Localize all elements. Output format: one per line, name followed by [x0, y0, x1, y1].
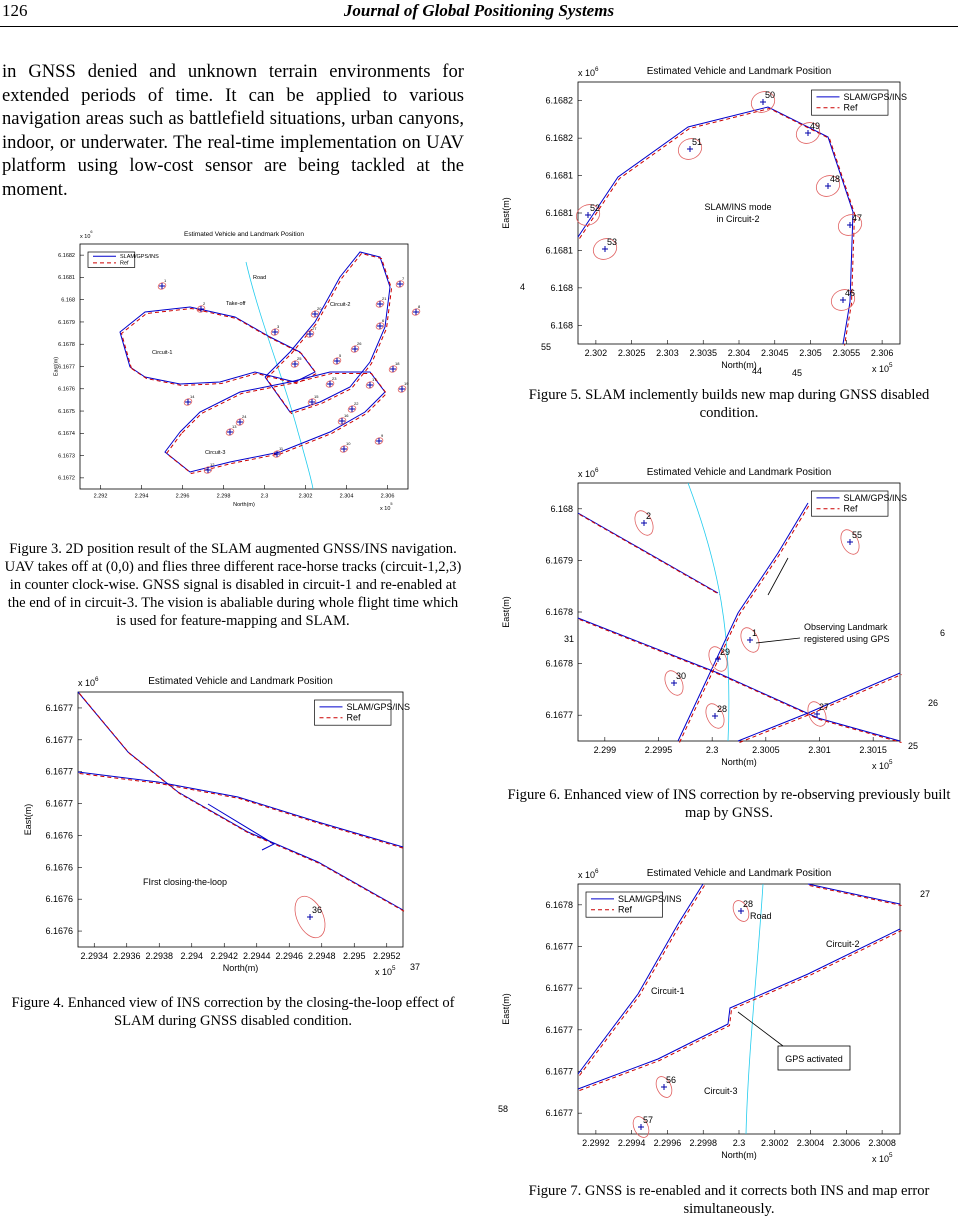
page-number: 126: [2, 1, 28, 20]
figure-5: [498, 60, 938, 380]
x-tick-label: 2.3015: [859, 745, 887, 755]
landmark-label: 5: [339, 353, 342, 358]
landmark-label: 13: [232, 424, 237, 429]
landmark-36: [289, 892, 331, 943]
y-tick-label: 6.1672: [58, 475, 75, 482]
circuit-1-track-slam: [120, 307, 315, 384]
y-tick-label: 6.1676: [58, 386, 75, 393]
landmark-label: 30: [676, 671, 687, 681]
legend-entry: SLAM/GPS/INS: [618, 893, 682, 904]
landmark-label: 23: [332, 376, 337, 381]
legend-entry: Ref: [120, 260, 129, 267]
circuit-3-track-ref: [167, 374, 387, 474]
track-upper-ref: [580, 515, 720, 595]
landmark-56: [653, 1074, 676, 1100]
annotation-circuit-2: Circuit-2: [330, 302, 351, 308]
landmark-26: [350, 341, 362, 353]
figure-4: [20, 670, 440, 980]
stray-label: 37: [410, 962, 421, 972]
legend-entry: Ref: [346, 712, 361, 723]
y-tick-label: 6.1677: [545, 1066, 573, 1077]
x-tick-label: 2.3005: [752, 745, 780, 755]
stray-label: 45: [792, 368, 803, 378]
x-tick-label: 2.302: [298, 493, 313, 500]
landmark-1: [157, 278, 167, 290]
landmark-label: 11: [279, 446, 284, 451]
x-multiplier: x $10^5$: [872, 1152, 893, 1164]
landmark-label: 7: [402, 276, 405, 281]
stray-label: 4: [520, 282, 526, 292]
y-tick-label: 6.1681: [58, 275, 75, 282]
x-tick-label: 2.296: [175, 493, 190, 500]
x-tick-label: 2.3002: [761, 1138, 789, 1148]
figure-5-chart: [498, 60, 938, 380]
y-tick-label: 6.1679: [545, 555, 573, 566]
x-tick-label: 2.3: [705, 745, 719, 755]
y-multiplier: x $10^6$: [578, 467, 599, 479]
annotation-circuit-3: Circuit-3: [205, 450, 226, 456]
x-axis-label: North(m): [721, 757, 757, 767]
landmark-label: 50: [765, 90, 776, 100]
x-multiplier-exp: 5: [889, 362, 893, 369]
landmark-50: [748, 88, 778, 116]
arc-track-ref: [580, 109, 855, 346]
figure-4-caption: Figure 4. Enhanced view of INS correction by the closing-the-loop effect of SLAM during GNSS disabled condition.: [11, 995, 455, 1029]
x-tick-label: 2.299: [593, 745, 617, 755]
landmark-30: [661, 668, 686, 698]
landmark-label: 1: [752, 628, 758, 638]
x-tick-label: 2.2938: [145, 951, 174, 961]
x-tick-label: 2.2946: [275, 951, 304, 961]
landmark-label: 1: [164, 278, 167, 283]
y-tick-label: 6.1674: [58, 431, 75, 438]
landmark-label: 57: [643, 1115, 654, 1125]
landmark-label: 27: [312, 326, 317, 331]
landmark-label: 29: [720, 647, 731, 657]
x-tick-label: 2.2948: [307, 951, 336, 961]
y-axis-label: East(m): [53, 356, 60, 377]
x-tick-label: 2.3008: [868, 1138, 896, 1148]
track-diag-ref: [680, 505, 810, 743]
figure-4-chart: [20, 670, 440, 980]
annotation-circuit-3: Circuit-3: [704, 1086, 738, 1096]
x-multiplier-exp: 5: [889, 1152, 893, 1159]
annotation-circuit-1: Circuit-1: [152, 350, 173, 356]
stray-label: 55: [541, 342, 552, 352]
y-tick-label: 6.1678: [545, 658, 573, 669]
x-multiplier: x $10^5$: [872, 759, 893, 771]
landmark-57: [630, 1114, 653, 1140]
landmark-label: 2: [646, 511, 652, 521]
legend-entry: SLAM/GPS/INS: [843, 91, 908, 102]
landmark-19: [397, 381, 409, 393]
y-tick-label: 6.1676: [45, 830, 73, 841]
annotation-observing-1: Observing Landmark: [804, 622, 888, 632]
y-tick-label: 6.1676: [45, 894, 73, 905]
landmark-13: [225, 424, 237, 436]
x-multiplier-exp: 5: [390, 502, 393, 506]
figure-3-chart: [50, 230, 421, 514]
landmark-7: [395, 276, 405, 288]
landmark-2: [631, 508, 656, 538]
stray-label: 58: [498, 1104, 509, 1114]
stray-label: 27: [920, 889, 931, 899]
observing-arrow: [756, 638, 800, 643]
landmark-28: [702, 701, 727, 731]
landmark-label: 27: [819, 702, 830, 712]
y-multiplier-exp: 6: [595, 868, 599, 875]
figure-3-caption: Figure 3. 2D position result of the SLAM augmented GNSS/INS navigation. UAV takes off at (0,0) and flies three different race-horse tracks (circuit-1,2,3) in counter clock-wise. GNSS signal is disabled in circuit-1 and re-enabled at the end of in circuit-3. The vision is abaliable during whole flight time which is used for feature-mapping and SLAM.: [4, 541, 462, 629]
legend-entry: SLAM/GPS/INS: [120, 254, 159, 261]
y-multiplier-exp: 6: [595, 66, 599, 73]
x-tick-label: 2.304: [727, 348, 751, 358]
y-multiplier: x $10^6$: [578, 66, 599, 78]
y-tick-label: 6.1676: [45, 926, 73, 937]
landmark-label: 48: [830, 174, 841, 184]
landmark-label: 47: [852, 213, 863, 223]
landmark-label: 52: [590, 203, 601, 213]
annotation-takeoff: Take-off: [226, 301, 246, 307]
landmark-27: [305, 326, 317, 338]
landmark-14: [183, 394, 195, 406]
x-axis-label: North(m): [233, 502, 255, 508]
y-tick-label: 6.168: [550, 282, 573, 293]
y-tick-label: 6.1673: [58, 453, 75, 460]
y-tick-label: 6.1677: [58, 364, 75, 371]
y-tick-label: 6.168: [550, 503, 573, 514]
figure-7-caption: Figure 7. GNSS is re-enabled and it corrects both INS and map error simultaneously.: [528, 1183, 930, 1217]
plot-frame: [78, 692, 403, 947]
landmark-17: [365, 377, 377, 389]
x-multiplier: x $10^5$: [375, 965, 396, 977]
landmark-10: [339, 441, 351, 453]
chart-title: Estimated Vehicle and Landmark Position: [646, 868, 832, 879]
x-tick-label: 2.3: [260, 493, 269, 500]
landmark-label: 14: [190, 394, 195, 399]
landmark-label: 16: [344, 413, 349, 418]
track-a-ref: [80, 694, 405, 912]
x-tick-label: 2.2998: [689, 1138, 717, 1148]
stray-label: 6: [940, 628, 946, 638]
x-tick-label: 2.298: [216, 493, 231, 500]
landmark-3: [270, 324, 280, 336]
x-tick-label: 2.2996: [653, 1138, 682, 1148]
y-axis-label: East(m): [501, 197, 511, 229]
x-axis-label: North(m): [721, 1150, 757, 1160]
chart-title: Estimated Vehicle and Landmark Position: [646, 66, 832, 77]
x-multiplier-exp: 5: [392, 965, 396, 972]
x-tick-label: 2.301: [808, 745, 831, 755]
x-tick-label: 2.302: [584, 348, 608, 358]
landmark-label: 36: [312, 905, 323, 915]
landmark-label: 18: [395, 361, 400, 366]
x-tick-label: 2.306: [380, 493, 395, 500]
circuit-2-track-slam: [808, 884, 900, 904]
x-multiplier-exp: 5: [889, 759, 893, 766]
landmark-label: 12: [210, 462, 215, 467]
y-axis-label: East(m): [23, 803, 33, 836]
x-tick-label: 2.3035: [689, 348, 717, 358]
stray-label: 44: [752, 366, 763, 376]
x-tick-label: 2.3004: [796, 1138, 825, 1148]
x-tick-label: 2.2942: [210, 951, 239, 961]
landmark-47: [835, 211, 865, 239]
y-tick-label: 6.1678: [545, 899, 573, 910]
x-tick-label: 2.295: [342, 951, 366, 961]
annotation-gps: GPS activated: [785, 1054, 843, 1064]
figure-6-caption: Figure 6. Enhanced view of INS correction by re-observing previously built map by GNSS.: [507, 787, 951, 821]
landmark-label: 15: [314, 394, 319, 399]
landmark-label: 21: [382, 296, 387, 301]
landmark-21: [375, 296, 387, 308]
y-tick-label: 6.1681: [545, 208, 573, 218]
annotation-mode-2: in Circuit-2: [716, 214, 760, 224]
y-tick-label: 6.1682: [545, 95, 573, 106]
x-tick-label: 2.3006: [832, 1138, 861, 1148]
annotation-observing-2: registered using GPS: [804, 634, 890, 644]
x-tick-label: 2.294: [134, 493, 149, 500]
landmark-label: 28: [717, 704, 728, 714]
y-multiplier: x $10^6$: [80, 230, 93, 240]
track-upper-slam: [578, 513, 718, 593]
y-multiplier-exp: 6: [90, 230, 93, 234]
landmark-label: 19: [404, 381, 409, 386]
landmark-53: [590, 235, 620, 263]
stray-label: 31: [564, 634, 575, 644]
y-tick-label: 6.1677: [545, 1024, 573, 1035]
x-tick-label: 2.2995: [644, 745, 673, 755]
landmark-label: 20: [317, 306, 322, 311]
y-tick-label: 6.1677: [45, 702, 73, 713]
track-b-ref: [80, 774, 405, 849]
landmark-label: 55: [852, 530, 863, 540]
plot-frame: [80, 244, 408, 489]
landmark-22: [347, 401, 359, 413]
y-tick-label: 6.1682: [58, 252, 75, 259]
x-tick-label: 2.306: [870, 348, 894, 358]
annotation-road: Road: [253, 275, 267, 281]
x-tick-label: 2.2934: [80, 951, 109, 961]
figure-7-chart: [498, 856, 958, 1176]
x-tick-label: 2.303: [656, 348, 679, 358]
legend-entry: Ref: [618, 904, 633, 915]
page-header: [0, 0, 958, 30]
landmark-label: 22: [354, 401, 359, 406]
y-tick-label: 6.1677: [545, 941, 573, 952]
figure-3: [50, 230, 421, 514]
landmark-1: [737, 625, 762, 655]
y-tick-label: 6.1677: [45, 798, 73, 809]
landmark-9: [374, 433, 384, 445]
landmark-16: [337, 413, 349, 425]
y-tick-label: 6.1681: [545, 245, 573, 256]
x-multiplier: x $10^5$: [380, 502, 393, 512]
y-tick-label: 6.1678: [58, 342, 75, 349]
y-tick-label: 6.1679: [58, 319, 75, 326]
figure-5-caption: Figure 5. SLAM inclemently builds new map during GNSS disabled condition.: [528, 387, 930, 421]
road-line: [246, 262, 313, 489]
landmark-label: 51: [692, 137, 703, 147]
y-tick-label: 6.1678: [545, 607, 573, 617]
landmark-8: [411, 304, 421, 316]
x-tick-label: 2.2992: [582, 1138, 610, 1148]
landmark-label: 2: [203, 301, 206, 306]
landmark-label: 28: [743, 899, 754, 909]
figure-6: [498, 458, 958, 778]
y-axis-label: East(m): [501, 993, 511, 1025]
legend-entry: Ref: [843, 503, 858, 514]
landmark-5: [332, 353, 342, 365]
annotation-circuit-2: Circuit-2: [826, 939, 860, 949]
x-tick-label: 2.3: [732, 1138, 746, 1148]
y-multiplier-exp: 6: [595, 467, 599, 474]
landmark-27: [804, 699, 829, 729]
landmark-48: [813, 172, 843, 200]
x-tick-label: 2.305: [799, 348, 822, 358]
landmark-6: [375, 318, 385, 330]
landmark-25: [290, 356, 302, 368]
landmark-label: 46: [845, 288, 856, 298]
road-line: [688, 483, 729, 741]
journal-title: Journal of Global Positioning Systems: [343, 1, 615, 20]
y-tick-label: 6.1677: [545, 1108, 573, 1119]
chart-title: Estimated Vehicle and Landmark Position: [184, 231, 304, 238]
chart-title: Estimated Vehicle and Landmark Position: [148, 676, 333, 687]
x-tick-label: 2.2952: [372, 951, 401, 961]
x-tick-label: 2.3025: [617, 348, 646, 358]
x-multiplier: x $10^5$: [872, 362, 893, 374]
landmark-23: [325, 376, 337, 388]
landmark-label: 3: [277, 324, 280, 329]
stray-label: 25: [908, 741, 919, 751]
track-b-slam: [78, 772, 403, 847]
x-tick-label: 2.3055: [832, 348, 861, 358]
chart-title: Estimated Vehicle and Landmark Position: [646, 467, 832, 478]
road-line: [746, 884, 763, 1134]
landmark-label: 56: [666, 1075, 677, 1085]
annotation-loop: FIrst closing-the-loop: [143, 877, 228, 887]
landmark-51: [675, 135, 705, 163]
landmark-label: 24: [242, 414, 247, 419]
y-tick-label: 6.1681: [545, 170, 573, 181]
annotation-road: Road: [750, 911, 772, 921]
y-multiplier: x $10^6$: [578, 868, 599, 880]
landmark-24: [235, 414, 247, 426]
annotation-mode-1: SLAM/INS mode: [704, 202, 772, 212]
circuit-1-track-ref: [122, 309, 317, 386]
landmark-46: [828, 286, 858, 314]
landmark-label: 53: [607, 237, 618, 247]
landmark-label: 10: [346, 441, 351, 446]
y-multiplier: x $10^6$: [78, 676, 99, 688]
y-tick-label: 6.1677: [545, 710, 573, 721]
figure-6-chart: [498, 458, 958, 778]
landmark-label: 49: [810, 121, 821, 131]
landmark-55: [837, 527, 862, 557]
circuit-2-track-ref: [810, 886, 902, 906]
y-tick-label: 6.1682: [545, 133, 573, 144]
y-multiplier-exp: 6: [95, 676, 99, 683]
legend-entry: Ref: [843, 102, 858, 113]
landmark-18: [388, 361, 400, 373]
landmark-label: 26: [357, 341, 362, 346]
y-tick-label: 6.168: [61, 297, 75, 304]
landmark-label: 6: [382, 318, 385, 323]
y-axis-label: East(m): [501, 596, 511, 628]
legend-entry: SLAM/GPS/INS: [346, 701, 411, 712]
y-tick-label: 6.1675: [58, 408, 75, 415]
figure-7: [498, 856, 958, 1176]
annotation-circuit-1: Circuit-1: [651, 986, 685, 996]
x-tick-label: 2.304: [339, 493, 354, 500]
x-axis-label: North(m): [721, 360, 757, 370]
x-tick-label: 2.292: [93, 493, 108, 500]
x-tick-label: 2.2944: [242, 951, 271, 961]
stray-label: 26: [928, 698, 939, 708]
gps-arrow: [738, 1012, 783, 1046]
landmark-label: 8: [418, 304, 421, 309]
x-tick-label: 2.2994: [617, 1138, 646, 1148]
y-tick-label: 6.1676: [45, 862, 73, 873]
closing-jump: [208, 804, 274, 850]
y-tick-label: 6.1677: [45, 734, 73, 745]
y-tick-label: 6.168: [550, 320, 573, 331]
landmark-label: 17: [372, 377, 377, 382]
legend-entry: SLAM/GPS/INS: [843, 492, 908, 503]
y-tick-label: 6.1677: [545, 983, 573, 994]
body-paragraph: in GNSS denied and unknown terrain environments for extended periods of time. It can be applied to various navigation areas such as battlefield situations, urban canyons, indoor, or underwater. The real-time implementation on UAV platform using low-cost sensor are being tackled at the moment.: [2, 61, 464, 200]
y-tick-label: 6.1677: [45, 766, 73, 777]
x-axis-label: North(m): [222, 963, 259, 973]
landmark-label: 25: [297, 356, 302, 361]
x-tick-label: 2.2936: [112, 951, 141, 961]
x-tick-label: 2.294: [180, 951, 204, 961]
header-rule: [0, 26, 958, 27]
landmark-label: 9: [381, 433, 384, 438]
x-tick-label: 2.3045: [761, 348, 789, 358]
